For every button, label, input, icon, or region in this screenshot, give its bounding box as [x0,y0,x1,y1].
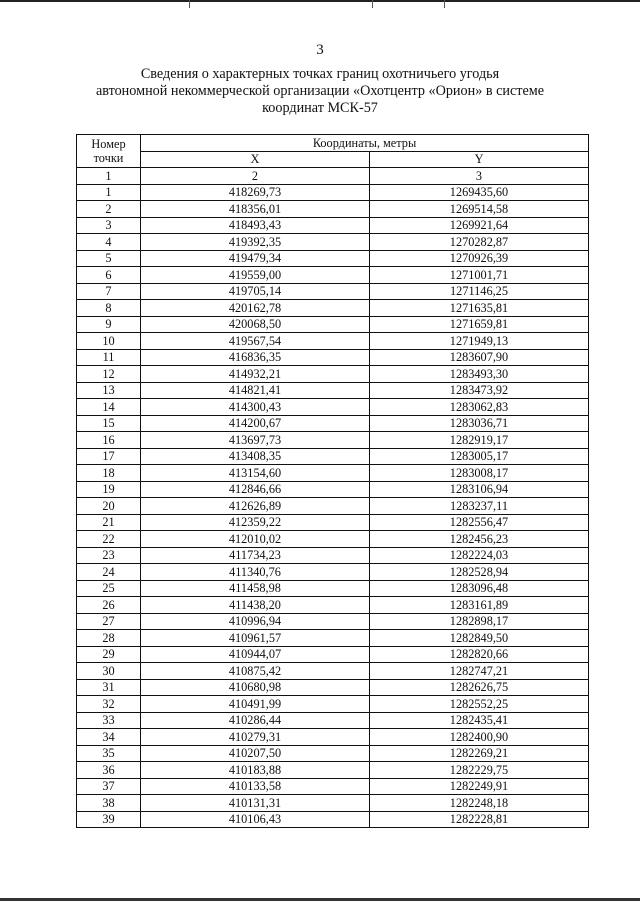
table-row [77,514,589,531]
table-row [77,366,589,383]
y-coordinate-cell: 1283106,94 [370,481,589,498]
y-coordinate-cell: 1283036,71 [370,415,589,432]
table-row [77,316,589,333]
table-row [77,613,589,630]
table-row [77,712,589,729]
index-cell: 3 [370,168,589,185]
y-coordinate-cell: 1282224,03 [370,547,589,564]
x-coordinate-cell: 418269,73 [141,184,370,201]
header-coordinates: Координаты, метры [141,135,589,152]
table-row [77,333,589,350]
y-coordinate-cell: 1283062,83 [370,399,589,416]
point-number-cell: 38 [77,795,141,812]
x-coordinate-cell: 410944,07 [141,646,370,663]
y-coordinate-cell: 1283096,48 [370,580,589,597]
y-coordinate-cell: 1283161,89 [370,597,589,614]
table-row [77,498,589,515]
x-coordinate-cell: 411734,23 [141,547,370,564]
point-number-cell: 3 [77,217,141,234]
x-coordinate-cell: 418356,01 [141,201,370,218]
point-number-cell: 18 [77,465,141,482]
y-coordinate-cell: 1283008,17 [370,465,589,482]
scan-edge-bottom [0,898,640,901]
x-coordinate-cell: 414200,67 [141,415,370,432]
table-row [77,679,589,696]
document-title [90,66,550,117]
y-coordinate-cell: 1283607,90 [370,349,589,366]
point-number-cell: 39 [77,811,141,828]
point-number-cell: 17 [77,448,141,465]
coordinates-table [76,134,589,828]
point-number-cell: 14 [77,399,141,416]
x-coordinate-cell: 410961,57 [141,630,370,647]
y-coordinate-cell: 1282248,18 [370,795,589,812]
point-number-cell: 34 [77,729,141,746]
table-row [77,217,589,234]
header-point-number: Номер точки [77,135,141,168]
x-coordinate-cell: 414300,43 [141,399,370,416]
point-number-cell: 12 [77,366,141,383]
point-number-cell: 16 [77,432,141,449]
x-coordinate-cell: 412846,66 [141,481,370,498]
x-coordinate-cell: 410996,94 [141,613,370,630]
y-coordinate-cell: 1282556,47 [370,514,589,531]
table-row [77,300,589,317]
x-coordinate-cell: 410279,31 [141,729,370,746]
point-number-cell: 22 [77,531,141,548]
point-number-cell: 21 [77,514,141,531]
x-coordinate-cell: 412010,02 [141,531,370,548]
x-coordinate-cell: 418493,43 [141,217,370,234]
point-number-cell: 8 [77,300,141,317]
y-coordinate-cell: 1282747,21 [370,663,589,680]
y-coordinate-cell: 1282626,75 [370,679,589,696]
point-number-cell: 35 [77,745,141,762]
x-coordinate-cell: 416836,35 [141,349,370,366]
y-coordinate-cell: 1283237,11 [370,498,589,515]
x-coordinate-cell: 414932,21 [141,366,370,383]
y-coordinate-cell: 1282528,94 [370,564,589,581]
x-coordinate-cell: 410183,88 [141,762,370,779]
y-coordinate-cell: 1269435,60 [370,184,589,201]
y-coordinate-cell: 1283493,30 [370,366,589,383]
table-row [77,795,589,812]
table-row [77,184,589,201]
y-coordinate-cell: 1282820,66 [370,646,589,663]
point-number-cell: 31 [77,679,141,696]
point-number-cell: 37 [77,778,141,795]
table-row [77,597,589,614]
x-coordinate-cell: 413408,35 [141,448,370,465]
y-coordinate-cell: 1271001,71 [370,267,589,284]
page-number: 3 [316,42,324,58]
table-row [77,415,589,432]
y-coordinate-cell: 1282849,50 [370,630,589,647]
y-coordinate-cell: 1270926,39 [370,250,589,267]
y-coordinate-cell: 1269921,64 [370,217,589,234]
x-coordinate-cell: 410875,42 [141,663,370,680]
point-number-cell: 32 [77,696,141,713]
y-coordinate-cell: 1271146,25 [370,283,589,300]
x-coordinate-cell: 410207,50 [141,745,370,762]
x-coordinate-cell: 410131,31 [141,795,370,812]
table-row [77,547,589,564]
table-row [77,399,589,416]
y-coordinate-cell: 1282229,75 [370,762,589,779]
x-coordinate-cell: 410491,99 [141,696,370,713]
point-number-cell: 7 [77,283,141,300]
point-number-cell: 9 [77,316,141,333]
table-row [77,465,589,482]
table-row [77,646,589,663]
x-coordinate-cell: 410133,58 [141,778,370,795]
x-coordinate-cell: 414821,41 [141,382,370,399]
point-number-cell: 36 [77,762,141,779]
x-coordinate-cell: 412359,22 [141,514,370,531]
table-row [77,349,589,366]
table-row [77,778,589,795]
point-number-cell: 6 [77,267,141,284]
table-row [77,663,589,680]
title-line-1: Сведения о характерных точках границ охотничьего угодья [140,66,500,82]
table-body [77,184,589,828]
scan-mark [372,0,373,8]
x-coordinate-cell: 420162,78 [141,300,370,317]
y-coordinate-cell: 1282919,17 [370,432,589,449]
y-coordinate-cell: 1282228,81 [370,811,589,828]
table-row [77,267,589,284]
point-number-cell: 24 [77,564,141,581]
point-number-cell: 19 [77,481,141,498]
table-row [77,448,589,465]
x-coordinate-cell: 411340,76 [141,564,370,581]
y-coordinate-cell: 1283005,17 [370,448,589,465]
x-coordinate-cell: 413697,73 [141,432,370,449]
x-coordinate-cell: 419392,35 [141,234,370,251]
y-coordinate-cell: 1282898,17 [370,613,589,630]
y-coordinate-cell: 1283473,92 [370,382,589,399]
x-coordinate-cell: 412626,89 [141,498,370,515]
point-number-cell: 15 [77,415,141,432]
x-coordinate-cell: 419567,54 [141,333,370,350]
x-coordinate-cell: 410106,43 [141,811,370,828]
table-row [77,382,589,399]
x-coordinate-cell: 411438,20 [141,597,370,614]
table-row [77,630,589,647]
table-row [77,729,589,746]
point-number-cell: 11 [77,349,141,366]
table-row [77,432,589,449]
table-row [77,250,589,267]
y-coordinate-cell: 1282400,90 [370,729,589,746]
table-row [77,531,589,548]
table-row [77,762,589,779]
point-number-cell: 26 [77,597,141,614]
title-line-3: координат МСК-57 [262,100,378,116]
header-y: Y [370,151,589,168]
scan-edge-top [0,0,640,2]
point-number-cell: 25 [77,580,141,597]
point-number-cell: 4 [77,234,141,251]
table-row [77,481,589,498]
point-number-cell: 29 [77,646,141,663]
y-coordinate-cell: 1282435,41 [370,712,589,729]
table-row [77,580,589,597]
point-number-cell: 13 [77,382,141,399]
x-coordinate-cell: 419559,00 [141,267,370,284]
table-row [77,201,589,218]
y-coordinate-cell: 1282456,23 [370,531,589,548]
table-row [77,564,589,581]
point-number-cell: 30 [77,663,141,680]
y-coordinate-cell: 1271635,81 [370,300,589,317]
y-coordinate-cell: 1282269,21 [370,745,589,762]
x-coordinate-cell: 419479,34 [141,250,370,267]
point-number-cell: 23 [77,547,141,564]
y-coordinate-cell: 1270282,87 [370,234,589,251]
point-number-cell: 1 [77,184,141,201]
table-row [77,811,589,828]
point-number-cell: 20 [77,498,141,515]
x-coordinate-cell: 420068,50 [141,316,370,333]
index-cell: 1 [77,168,141,185]
scan-mark [189,0,190,8]
point-number-cell: 2 [77,201,141,218]
table-row [77,745,589,762]
table-row [77,234,589,251]
index-cell: 2 [141,168,370,185]
x-coordinate-cell: 410680,98 [141,679,370,696]
y-coordinate-cell: 1269514,58 [370,201,589,218]
x-coordinate-cell: 411458,98 [141,580,370,597]
point-number-cell: 28 [77,630,141,647]
point-number-cell: 33 [77,712,141,729]
point-number-cell: 10 [77,333,141,350]
x-coordinate-cell: 410286,44 [141,712,370,729]
table-row [77,696,589,713]
y-coordinate-cell: 1271659,81 [370,316,589,333]
point-number-cell: 27 [77,613,141,630]
y-coordinate-cell: 1282552,25 [370,696,589,713]
x-coordinate-cell: 419705,14 [141,283,370,300]
y-coordinate-cell: 1282249,91 [370,778,589,795]
table-row [77,283,589,300]
header-x: X [141,151,370,168]
x-coordinate-cell: 413154,60 [141,465,370,482]
title-line-2: автономной некоммерческой организации «Охотцентр «Орион» в системе [95,83,545,99]
point-number-cell: 5 [77,250,141,267]
scan-mark [444,0,445,8]
y-coordinate-cell: 1271949,13 [370,333,589,350]
